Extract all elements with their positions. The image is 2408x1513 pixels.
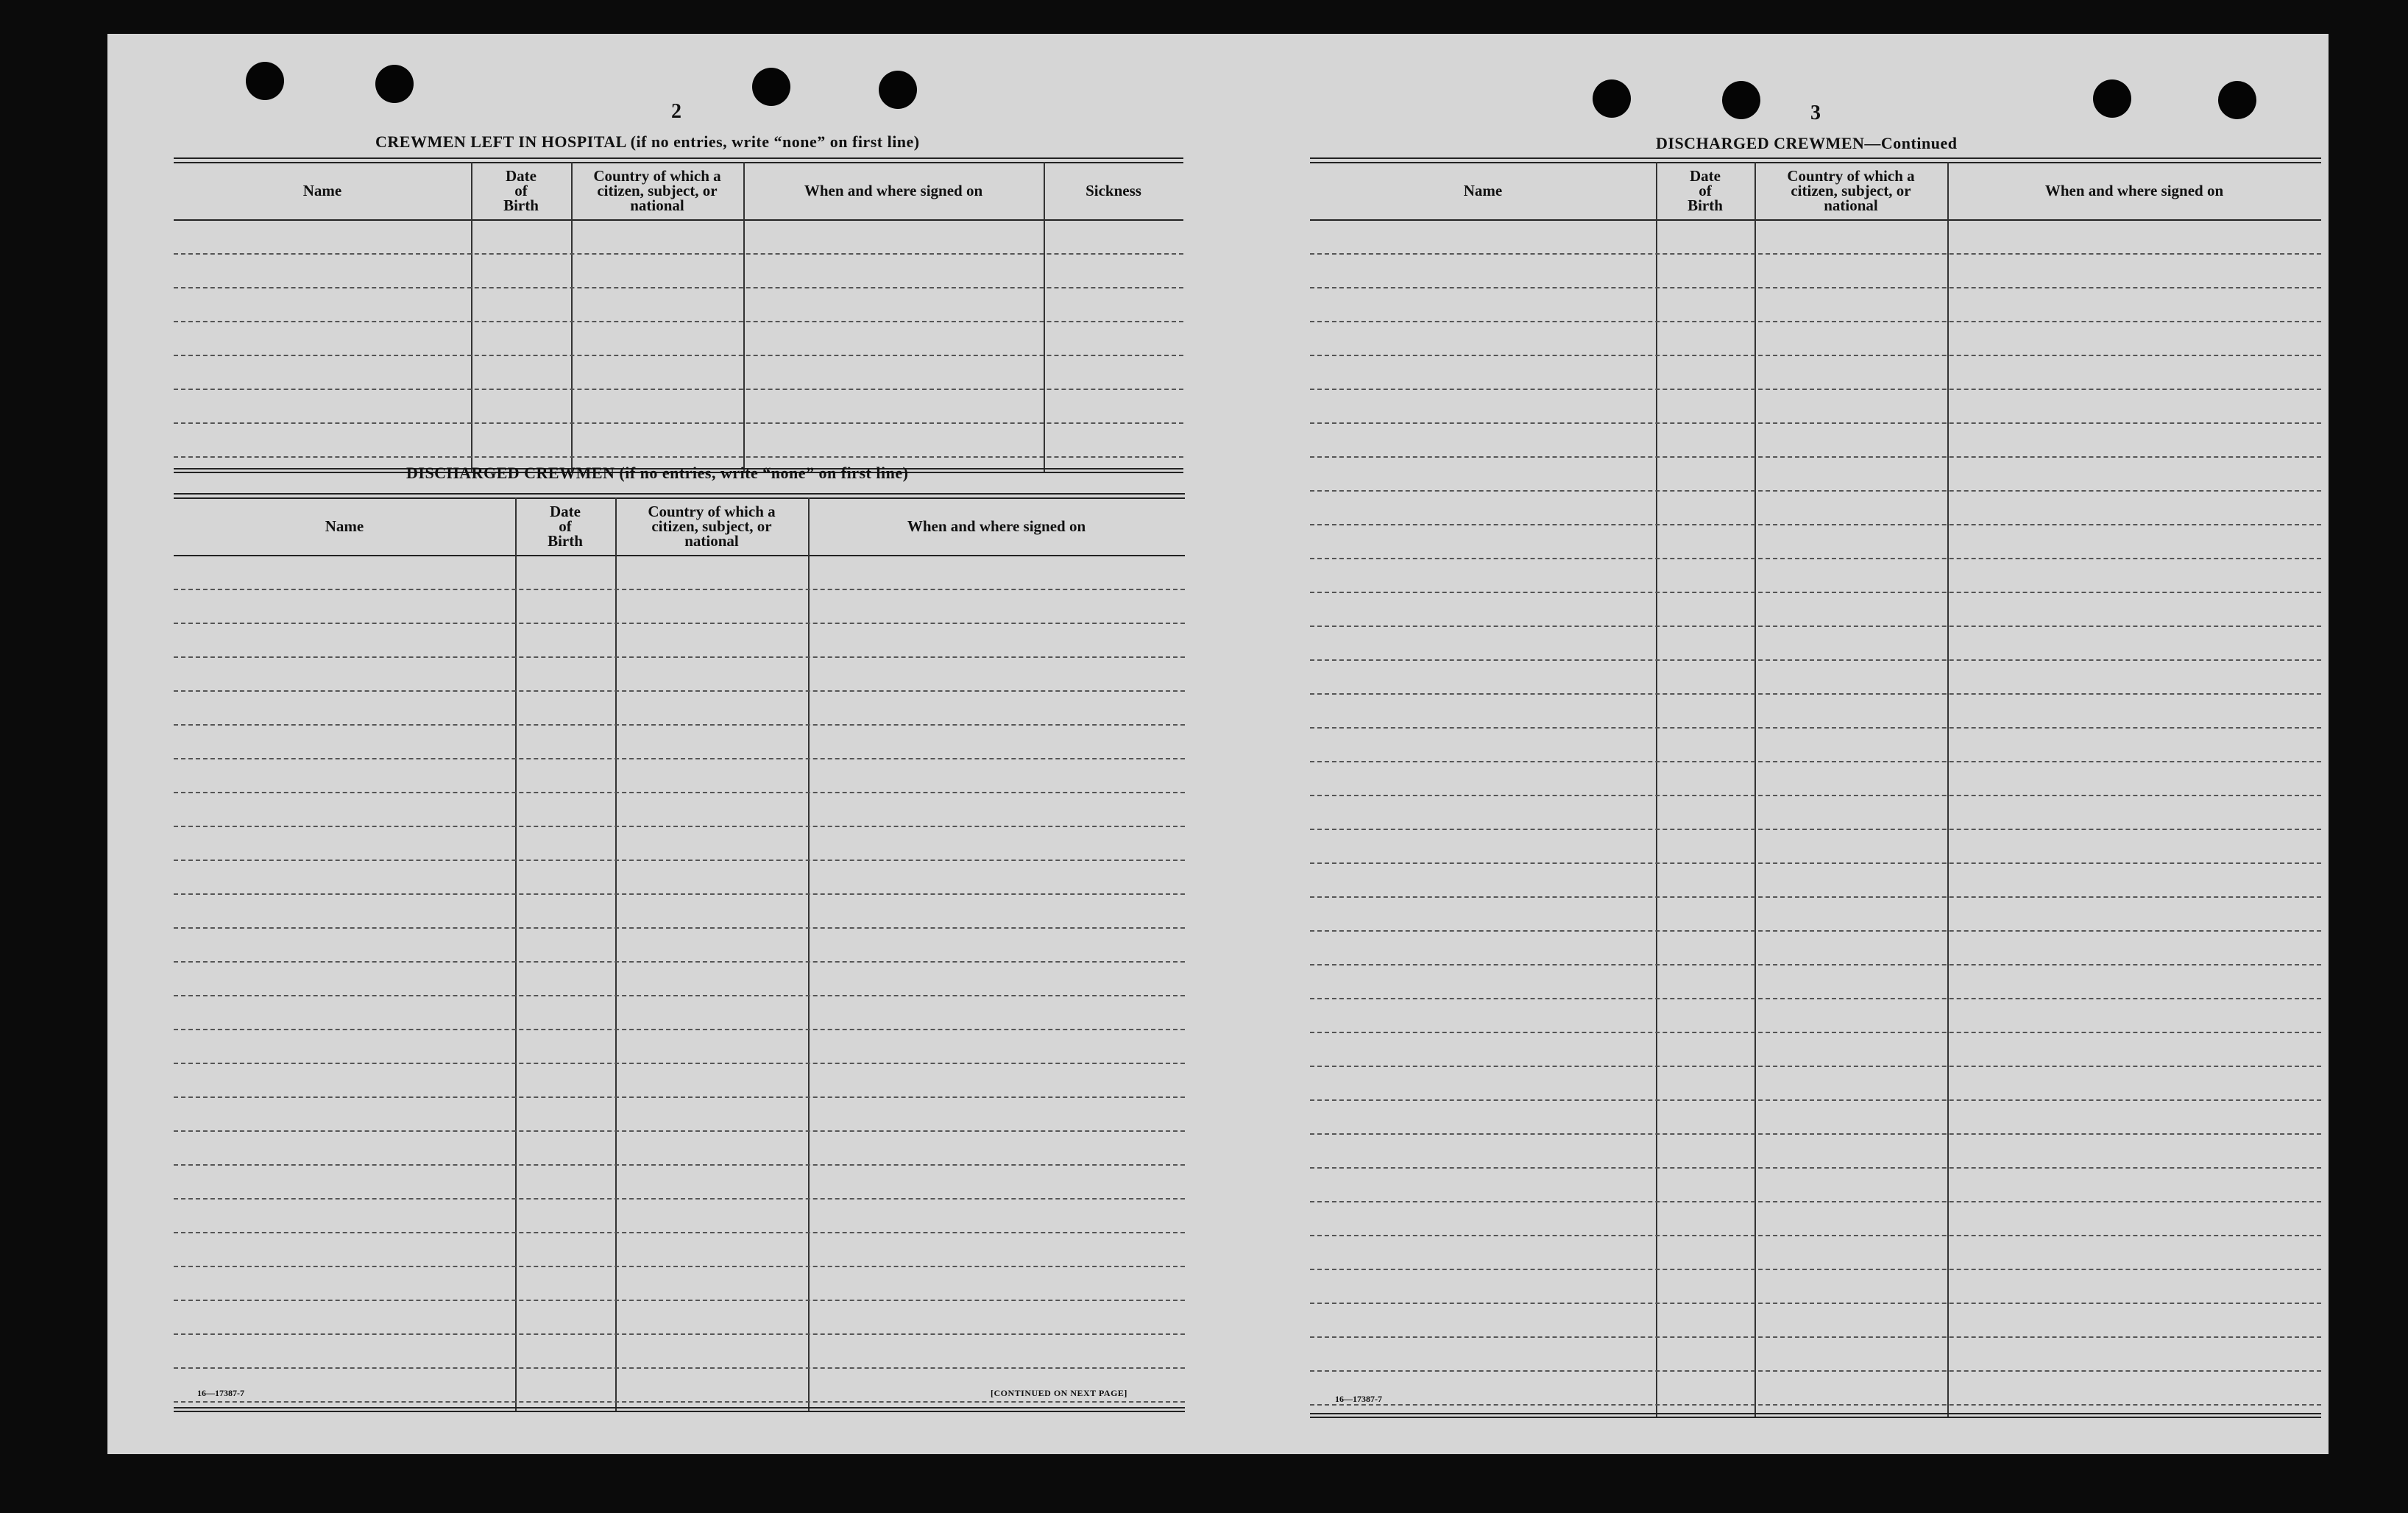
entry-line[interactable] — [1310, 1066, 2321, 1067]
entry-line[interactable] — [1310, 1370, 2321, 1372]
page-number: 3 — [1810, 102, 1821, 124]
entry-line[interactable] — [174, 792, 1185, 793]
entry-line[interactable] — [1310, 592, 2321, 593]
column-header: Country of which a citizen, subject, or national — [1787, 167, 1915, 214]
entry-line[interactable] — [174, 287, 1183, 288]
column-header: Name — [325, 517, 364, 535]
entry-line[interactable] — [1310, 626, 2321, 627]
entry-line[interactable] — [174, 995, 1185, 996]
entry-line[interactable] — [1310, 1404, 2321, 1406]
column-header: Date of Birth — [1688, 167, 1723, 214]
entry-line[interactable] — [1310, 1167, 2321, 1169]
entry-line[interactable] — [1310, 524, 2321, 525]
entry-line[interactable] — [1310, 659, 2321, 661]
entry-line[interactable] — [1310, 1303, 2321, 1304]
entry-line[interactable] — [174, 758, 1185, 759]
header-bottom-rule — [174, 555, 1185, 556]
column-header: Country of which a citizen, subject, or national — [593, 167, 721, 214]
entry-line[interactable] — [1310, 389, 2321, 390]
entry-line[interactable] — [174, 1367, 1185, 1369]
entry-line[interactable] — [1310, 321, 2321, 322]
entry-line[interactable] — [1310, 1133, 2321, 1135]
entry-line[interactable] — [174, 1198, 1185, 1200]
entry-line[interactable] — [1310, 930, 2321, 932]
continued-note: [CONTINUED ON NEXT PAGE] — [991, 1388, 1127, 1398]
table-bottom-rule — [1310, 1417, 2321, 1418]
entry-line[interactable] — [1310, 795, 2321, 796]
punch-hole-decoration — [2093, 79, 2131, 118]
entry-line[interactable] — [1310, 1269, 2321, 1270]
column-divider — [1754, 162, 1756, 1417]
column-header: When and where signed on — [2044, 182, 2224, 199]
entry-line[interactable] — [1310, 287, 2321, 288]
section-instruction: (if no entries, write “none” on first line) — [630, 132, 920, 151]
punch-hole-decoration — [752, 68, 790, 106]
column-header: When and where signed on — [804, 182, 983, 199]
column-header: Date of Birth — [503, 167, 539, 214]
document-sheet — [107, 34, 2329, 1454]
entry-line[interactable] — [174, 860, 1185, 861]
entry-line[interactable] — [1310, 727, 2321, 729]
discharged-table — [174, 493, 1185, 1411]
table-top-rule — [174, 493, 1185, 495]
entry-line[interactable] — [1310, 998, 2321, 999]
column-header: When and where signed on — [907, 517, 1086, 535]
punch-hole-decoration — [375, 65, 414, 103]
entry-line[interactable] — [1310, 1032, 2321, 1033]
entry-line[interactable] — [174, 656, 1185, 658]
column-divider — [1656, 162, 1657, 1417]
entry-line[interactable] — [1310, 490, 2321, 492]
section-title-text: DISCHARGED CREWMEN — [1656, 134, 1865, 152]
table-top-rule — [1310, 157, 2321, 159]
entry-line[interactable] — [174, 961, 1185, 963]
punch-hole-decoration — [879, 71, 917, 109]
entry-line[interactable] — [1310, 1336, 2321, 1338]
entry-line[interactable] — [1310, 1099, 2321, 1101]
entry-line[interactable] — [174, 927, 1185, 929]
entry-line[interactable] — [174, 826, 1185, 827]
punch-hole-decoration — [1722, 81, 1760, 119]
entry-line[interactable] — [1310, 829, 2321, 830]
entry-line[interactable] — [174, 1096, 1185, 1098]
entry-line[interactable] — [174, 1063, 1185, 1064]
column-header: Name — [1463, 182, 1503, 199]
entry-line[interactable] — [174, 589, 1185, 590]
page-number: 2 — [671, 100, 681, 123]
entry-line[interactable] — [174, 321, 1183, 322]
table-bottom-rule — [1310, 1413, 2321, 1414]
column-header: Name — [302, 182, 342, 199]
table-bottom-rule — [174, 1407, 1185, 1409]
entry-line[interactable] — [1310, 253, 2321, 255]
discharged-continued-title — [1656, 134, 1957, 153]
entry-line[interactable] — [174, 1130, 1185, 1132]
entry-line[interactable] — [174, 422, 1183, 424]
entry-line[interactable] — [1310, 761, 2321, 762]
entry-line[interactable] — [1310, 456, 2321, 458]
discharged-continued-table — [1310, 157, 2321, 1417]
column-header: Date of Birth — [548, 503, 583, 550]
punch-hole-decoration — [2218, 81, 2256, 119]
hospital-section-title — [375, 132, 920, 152]
column-divider — [1947, 162, 1949, 1417]
entry-line[interactable] — [1310, 862, 2321, 864]
column-header: Sickness — [1086, 182, 1141, 199]
entry-line[interactable] — [174, 1333, 1185, 1335]
entry-line[interactable] — [174, 1300, 1185, 1301]
entry-line[interactable] — [1310, 558, 2321, 559]
entry-line[interactable] — [1310, 1201, 2321, 1202]
entry-line[interactable] — [174, 253, 1183, 255]
entry-line[interactable] — [1310, 896, 2321, 898]
header-bottom-rule — [1310, 219, 2321, 221]
section-title-suffix: —Continued — [1864, 134, 1958, 152]
column-header: Country of which a citizen, subject, or national — [648, 503, 776, 550]
discharged-section-title — [406, 464, 908, 483]
entry-line[interactable] — [174, 623, 1185, 624]
entry-line[interactable] — [174, 724, 1185, 726]
punch-hole-decoration — [246, 62, 284, 100]
form-code: 16—17387-7 — [1335, 1394, 1382, 1404]
entry-line[interactable] — [174, 355, 1183, 356]
entry-line[interactable] — [174, 893, 1185, 895]
entry-line[interactable] — [1310, 693, 2321, 695]
section-title-text: DISCHARGED CREWMEN — [406, 464, 615, 482]
entry-line[interactable] — [1310, 1235, 2321, 1236]
entry-line[interactable] — [174, 389, 1183, 390]
section-title-text: CREWMEN LEFT IN HOSPITAL — [375, 132, 626, 151]
entry-line[interactable] — [1310, 355, 2321, 356]
entry-line[interactable] — [174, 1232, 1185, 1233]
entry-line[interactable] — [1310, 964, 2321, 965]
table-bottom-rule — [174, 1411, 1185, 1412]
entry-line[interactable] — [174, 690, 1185, 692]
header-bottom-rule — [174, 219, 1183, 221]
hospital-table — [174, 157, 1183, 472]
form-code: 16—17387-7 — [197, 1388, 244, 1398]
entry-line[interactable] — [174, 1401, 1185, 1403]
column-divider — [808, 497, 810, 1411]
section-instruction: (if no entries, write “none” on first line) — [619, 464, 909, 482]
entry-line[interactable] — [1310, 422, 2321, 424]
table-top-rule — [174, 157, 1183, 159]
punch-hole-decoration — [1593, 79, 1631, 118]
entry-line[interactable] — [174, 1029, 1185, 1030]
entry-line[interactable] — [174, 1164, 1185, 1166]
entry-line[interactable] — [174, 1266, 1185, 1267]
column-divider — [515, 497, 517, 1411]
entry-line[interactable] — [174, 456, 1183, 458]
column-divider — [615, 497, 617, 1411]
